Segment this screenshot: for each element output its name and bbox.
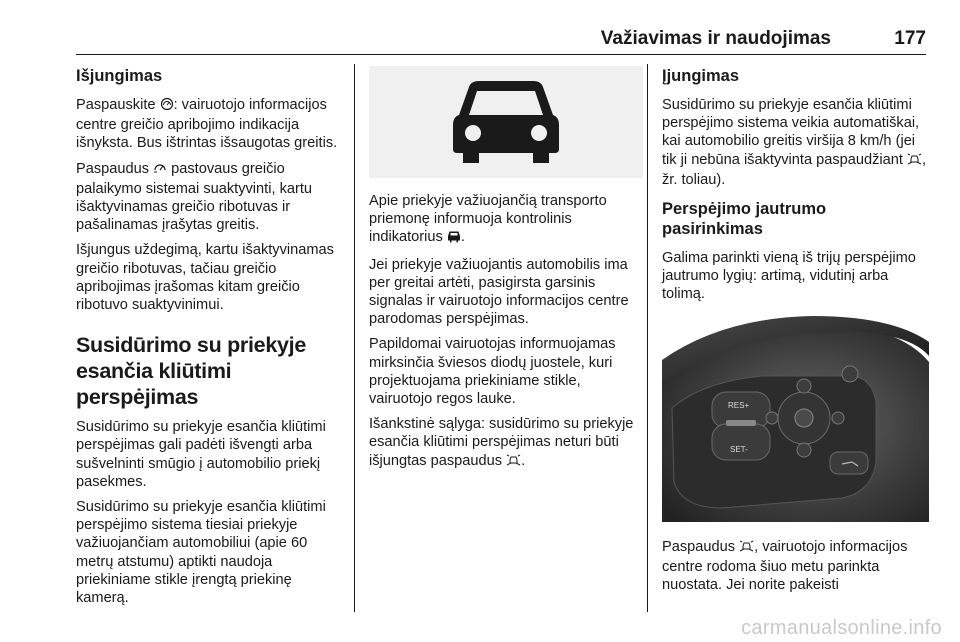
speed-limiter-icon (160, 97, 174, 116)
paragraph: Galima parinkti vieną iš trijų perspėjimo jautrumo lygių: artimą, vidutinį arba tolimą. (662, 250, 916, 303)
paragraph: Susidūrimo su priekyje esančia kliūtimi perspėjimo sistema veikia automatiškai, kai automobilio greitis viršija 8 km/h (jei tik ji nebūna išaktyvinta paspaudžiant , žr. toliau). (662, 97, 927, 188)
collision-alert-button-icon (907, 153, 922, 171)
paragraph: Apie priekyje važiuojančią transporto priemonę informuoja kontrolinis indikatorius . (369, 192, 635, 249)
paragraph: Išankstinė sąlyga: susidūrimo su priekyje esančia kliūtimi perspėjimas neturi būti išjungtas paspaudus . (369, 415, 635, 472)
page-number: 177 (894, 28, 926, 49)
column-divider (647, 64, 648, 612)
column-2 (369, 66, 635, 479)
column-divider (354, 64, 355, 612)
res-label: RES+ (728, 400, 750, 410)
paragraph: Paspaudus , vairuotojo informacijos centre rodoma šiuo metu parinkta nuostata. Jei norite pakeisti (662, 538, 908, 594)
section-heading: Susidūrimo su priekyje esančia kliūtimi perspėjimas (76, 333, 306, 410)
column-1 (76, 66, 340, 614)
heading-sensitivity: Perspėjimo jautrumo pasirinkimas (662, 200, 827, 239)
paragraph: Paspauskite : vairuotojo informacijos centre greičio apribojimo indikacija išnyksta. Bus ištrintas išsaugotas greitis. (76, 97, 338, 152)
set-label: SET- (730, 444, 748, 454)
heading-on: Įjungimas (662, 67, 740, 85)
paragraph: Paspaudus pastovaus greičio palaikymo sistemai suaktyvinti, kartu išaktyvinamas greičio ribotuvas ir pašalinamas įrašytas greitis. (76, 160, 313, 234)
collision-alert-button-icon (739, 540, 754, 558)
collision-alert-button-icon (506, 454, 521, 472)
car-front-icon (451, 79, 561, 165)
steering-wheel-controls-image (662, 312, 929, 522)
paragraph: Susidūrimo su priekyje esančia kliūtimi perspėjimas gali padėti išvengti arba sušvelninti smūgio į automobilio priekį pasekmes. (76, 419, 326, 490)
column-3 (662, 66, 928, 601)
header-title: Važiavimas ir naudojimas (600, 28, 831, 49)
watermark: carmanualsonline.info (741, 617, 942, 639)
paragraph: Jei priekyje važiuojantis automobilis ima per greitai artėti, pasigirsta garsinis signalas ir vairuotojo informacijos centre parodomas perspėjimas. (369, 256, 629, 328)
paragraph: Papildomai vairuotojas informuojamas mirksinčia šviesos diodų juostele, kuri projektuojama priekiniame stikle, vairuotojo regos lauke. (369, 336, 616, 408)
paragraph: Susidūrimo su priekyje esančia kliūtimi perspėjimo sistema tiesiai priekyje važiuojančiam automobiliui (apie 60 metrų atstumu) aptikti naudoja priekiniame stikle įrengtą priekinę kamerą. (76, 499, 326, 607)
heading-off: Išjungimas (76, 67, 163, 85)
cruise-control-icon (153, 161, 167, 180)
vehicle-ahead-icon (447, 230, 461, 248)
paragraph: Išjungus uždegimą, kartu išaktyvinamas greičio ribotuvas, tačiau greičio apribojimas įrašomas kitam greičio ribotuvo suaktyvinimui. (76, 242, 334, 314)
page-header (76, 26, 926, 55)
vehicle-ahead-indicator-image (369, 66, 643, 178)
